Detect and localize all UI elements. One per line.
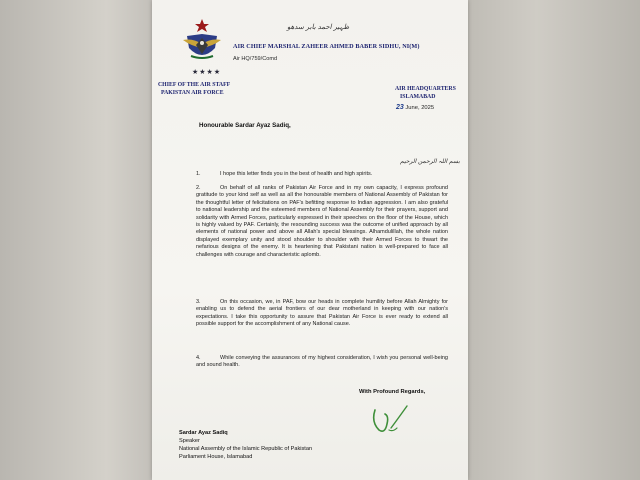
date-day: 23 bbox=[396, 104, 404, 111]
salutation: Honourable Sardar Ayaz Sadiq, bbox=[199, 122, 291, 129]
handwritten-signature bbox=[367, 400, 411, 438]
paragraph-number: 2. bbox=[196, 185, 201, 191]
paragraph-text: On this occasion, we, in PAF, bow our heads in complete humility before Allah Almighty for enabling us to defend the aerial frontiers of our dear motherland in keeping with our nation's expectations. I take this opportunity to assure that Pakistan Air Force is ever ready to extend all possible support for the accomplishment of any National cause. bbox=[196, 299, 448, 328]
hq-line2: ISLAMABAD bbox=[400, 94, 436, 100]
addressee-body: National Assembly of the Islamic Republic of Pakistan bbox=[179, 446, 313, 452]
hq-line1: AIR HEADQUARTERS bbox=[395, 86, 456, 92]
paragraph-number: 4. bbox=[196, 355, 201, 361]
addressee-location: Parliament House, Islamabad bbox=[179, 454, 253, 460]
bismillah: بسم اللہ الرحمن الرحیم bbox=[400, 159, 460, 165]
addressee-name: Sardar Ayaz Sadiq bbox=[179, 430, 228, 436]
letter-date bbox=[396, 104, 434, 111]
rank-stars: ★★★★ bbox=[192, 69, 222, 76]
paragraph-2 bbox=[196, 185, 448, 259]
closing-regards: With Profound Regards, bbox=[359, 389, 426, 395]
paragraph-text: On behalf of all ranks of Pakistan Air Force and in my own capacity, I express profound gratitude to your kind self as well as all the honourable members of National Assembly of Pakistan for the thoughtful letter of felicitations on PAF's befitting response to Indian aggression. I am also grateful to national leadership and the esteemed members of National Assembly for their prayers, support and solidarity with Armed Forces, particularly expressed in their speeches on the floor of the House, which is highly valued by PAF. Certainly, the resounding success was the outcome of unified approach by all elements of national power and above all Allah's special blessings. Alhamdulillah, the whole nation displayed exemplary unity and stood shoulder to shoulder with their Armed Forces to thwart the nefarious designs of the enemy. It is heartening that Pakistani nation is well-prepared to face all challenges with courage and characteristic aplomb. bbox=[196, 185, 448, 258]
date-month-year: June, 2025 bbox=[403, 105, 435, 111]
paragraph-3 bbox=[196, 299, 448, 329]
paragraph-text: I hope this letter finds you in the best of health and high spirits. bbox=[220, 171, 373, 177]
paragraph-number: 1. bbox=[196, 171, 201, 177]
urdu-name-script: ظہیر احمد بابر سدھو bbox=[287, 24, 350, 31]
office-title-line1: CHIEF OF THE AIR STAFF bbox=[158, 82, 231, 88]
office-title-line2: PAKISTAN AIR FORCE bbox=[161, 90, 224, 96]
paragraph-number: 3. bbox=[196, 299, 201, 305]
paragraph-1 bbox=[196, 171, 448, 178]
addressee-title: Speaker bbox=[179, 438, 200, 444]
background-right bbox=[468, 0, 640, 480]
reference-number: Air HQ/759/Comd bbox=[233, 56, 278, 62]
background-left bbox=[0, 0, 152, 480]
paf-crest-icon bbox=[179, 18, 225, 64]
letter-sheet bbox=[152, 0, 468, 480]
paragraph-4 bbox=[196, 355, 448, 370]
sender-name: AIR CHIEF MARSHAL ZAHEER AHMED BABER SIDHU, NI(M) bbox=[233, 43, 420, 50]
paragraph-text: While conveying the assurances of my highest consideration, I wish you personal well-being and sound health. bbox=[196, 355, 448, 369]
